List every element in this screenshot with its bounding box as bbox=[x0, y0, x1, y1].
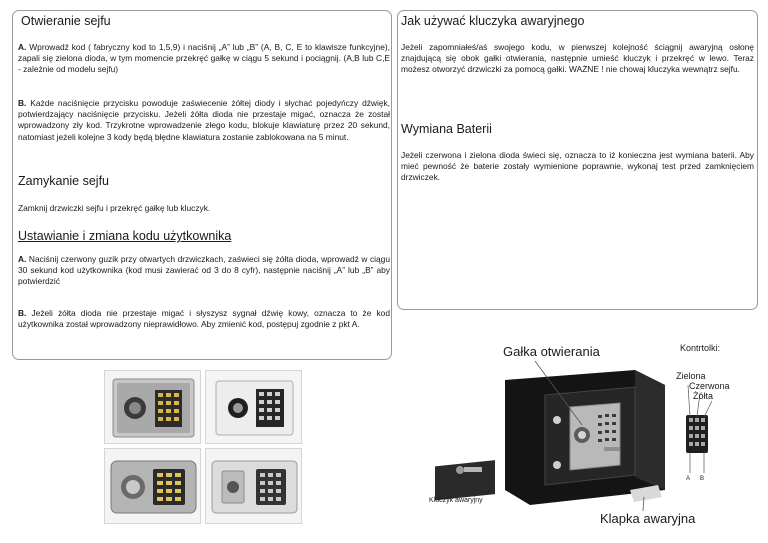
user-code-step-b-text: Jeżeli żółta dioda nie przestaje migać i słyszysz sygnał dźwię kowy, oznacza to że kod użytkownika został wprowadzony nieprawidłowo. Aby zmienić kod, postępuj zgodnie z pkt A. bbox=[18, 308, 390, 330]
safe-panel-image-2 bbox=[206, 371, 302, 444]
red-light-label: Czerwona bbox=[689, 381, 730, 391]
opening-step-a-text: Wprowadź kod ( fabryczny kod to 1,5,9) i naciśnij „A” lub „B” (A, B, C, E to klawisze funkcyjne), zapali się zielona dioda, w tym momencie przekręć gałkę w ciągu 5 sekund i pociągnij. (A,B lub C,E - zależnie od modelu sejfu) bbox=[18, 42, 390, 75]
emergency-key-label: Kluczyk awaryjny bbox=[429, 497, 483, 504]
yellow-light-label: Żółta bbox=[693, 391, 714, 401]
opening-title: Otwieranie sejfu bbox=[21, 14, 111, 28]
safe-panel-image-3 bbox=[105, 449, 201, 524]
user-code-title: Ustawianie i zmiana kodu użytkownika bbox=[18, 229, 232, 243]
keypad-key-a-label: A bbox=[686, 476, 691, 482]
instructions-panel-right bbox=[397, 10, 758, 310]
opening-step-a-lead: A. bbox=[18, 42, 27, 52]
opening-step-a bbox=[18, 42, 390, 76]
keypad-key-b-label: B bbox=[700, 476, 705, 482]
user-code-step-a bbox=[18, 254, 390, 288]
opening-step-b bbox=[18, 98, 390, 143]
emergency-flap-label: Klapka awaryjna bbox=[600, 511, 696, 526]
green-light-label: Zielona bbox=[676, 371, 706, 381]
emergency-key-title: Jak używać kluczyka awaryjnego bbox=[401, 14, 585, 28]
opening-step-b-lead: B. bbox=[18, 98, 27, 108]
safe-panel-photo-3 bbox=[104, 448, 201, 524]
user-code-step-b-lead: B. bbox=[18, 308, 27, 318]
safe-panel-image-4 bbox=[206, 449, 302, 524]
user-code-step-a-text: Naciśnij czerwony guzik przy otwartych drzwiczkach, zaświeci się żółta dioda, wprowadź w ciągu 30 sekund kod użytkownika (kod musi zawierać od 3 do 8 cyfr), następnie naciśnij „A” lub „B” aby potwierdzić bbox=[18, 254, 390, 287]
user-code-step-a-lead: A. bbox=[18, 254, 27, 264]
closing-title: Zamykanie sejfu bbox=[18, 174, 110, 188]
emergency-key-text: Jeżeli zapomniałeś/aś swojego kodu, w pierwszej kolejność ściągnij awaryjną osłonę znajdującą się obok gałki otwierania, następnie umieść kluczyk i przekręć w lewo. Teraz możesz otworzyć drzwiczki za pomocą gałki. WAŻNE ! nie chowaj kluczyka wewnątrz sejfu. bbox=[401, 42, 754, 75]
safe-panel-photo-4 bbox=[205, 448, 302, 524]
knob-label: Gałka otwierania bbox=[503, 344, 600, 359]
safe-panel-image-1 bbox=[105, 371, 201, 444]
control-lights-label: Kontrtolki: bbox=[680, 343, 721, 353]
closing-text: Zamknij drzwiczki sejfu i przekręć gałkę lub kluczyk. bbox=[18, 203, 211, 213]
instructions-panel-left bbox=[12, 10, 392, 360]
safe-panel-photo-2 bbox=[205, 370, 302, 444]
user-code-step-b bbox=[18, 308, 390, 330]
battery-title: Wymiana Baterii bbox=[401, 122, 492, 136]
safe-panel-photo-1 bbox=[104, 370, 201, 444]
battery-text: Jeżeli czerwona i zielona dioda świeci się, oznacza to iż konieczna jest wymiana baterii. Aby mieć pewność że baterie zostały wymienione poprawnie, wykonaj test przed zamknięciem drzwiczek. bbox=[401, 150, 754, 183]
safe-diagram bbox=[410, 325, 760, 540]
opening-step-b-text: Każde naciśnięcie przycisku powoduje zaświecenie żółtej diody i słychać pojedyńczy dźwięk, potwierdzający naciśnięcie przycisku. Jeżeli żółta dioda nie przestaje migać, oznacza że został wprowadzony zły kod. Trzykrotne wprowadzenie złego kodu, blokuje klawiaturę przez 20 sekund, natomiast jeżeli kolejne 3 kody będą błędne klawiatura zostanie zablokowana na 5 minut. bbox=[18, 98, 390, 142]
